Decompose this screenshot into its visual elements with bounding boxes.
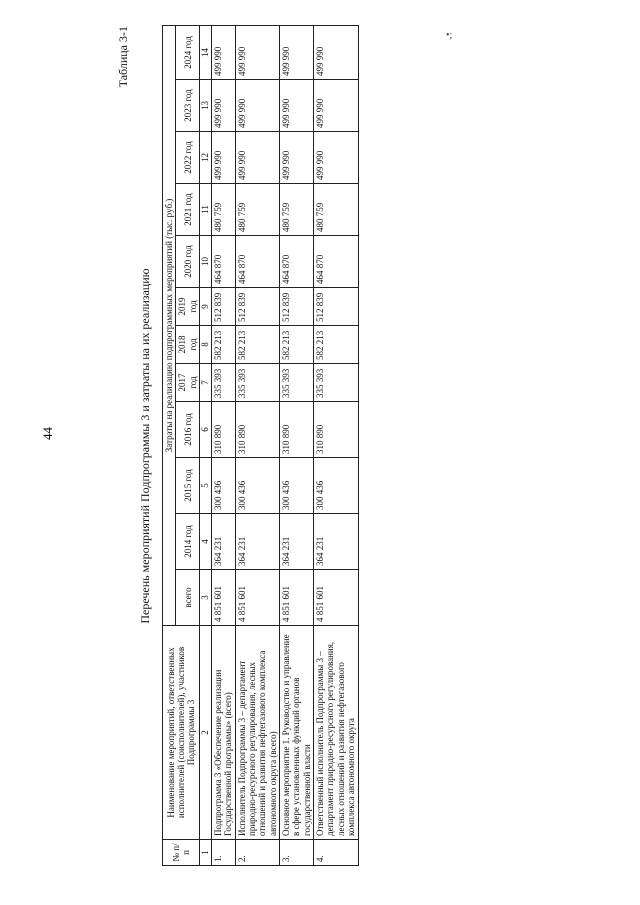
- column-index: 7: [200, 364, 212, 402]
- row-value: 582 213: [212, 326, 236, 364]
- header-year: 2016 год: [176, 402, 200, 458]
- table-row: [212, 25, 236, 865]
- row-name: Основное мероприятие 1. Руководство и управление в сфере установленных функций органов государственной власти: [280, 626, 314, 840]
- document-title: Перечень мероприятий Подпрограммы 3 и затраты на их реализацию: [138, 268, 152, 624]
- row-value: 300 436: [212, 458, 236, 514]
- row-value: 499 990: [314, 132, 358, 184]
- table-row: [235, 25, 279, 865]
- row-value: 464 870: [212, 236, 236, 288]
- row-value: 335 393: [212, 364, 236, 402]
- row-value: 582 213: [280, 326, 314, 364]
- column-index: 10: [200, 236, 212, 288]
- row-value: 499 990: [314, 25, 358, 79]
- header-name: Наименование мероприятий, ответственных исполнителей (соисполнителей), участников Подпрограммы 3: [163, 626, 200, 840]
- column-index: 3: [200, 570, 212, 626]
- column-index: 14: [200, 25, 212, 79]
- header-row-group: [163, 25, 176, 865]
- column-index: 12: [200, 132, 212, 184]
- row-value: 335 393: [235, 364, 279, 402]
- row-value: 499 990: [235, 80, 279, 132]
- row-value: 512 839: [280, 288, 314, 326]
- row-value: 499 990: [212, 25, 236, 79]
- header-year: 2019 год: [176, 288, 200, 326]
- column-index: 11: [200, 184, 212, 236]
- column-index-row: [200, 25, 212, 865]
- row-value: 499 990: [280, 132, 314, 184]
- header-num: № п/п: [163, 840, 200, 866]
- row-number: 2.: [235, 840, 279, 866]
- column-index: 8: [200, 326, 212, 364]
- row-value: 364 231: [280, 514, 314, 570]
- row-value: 300 436: [235, 458, 279, 514]
- row-value: 4 851 601: [212, 570, 236, 626]
- header-year: 2021 год: [176, 184, 200, 236]
- column-index: 4: [200, 514, 212, 570]
- table-row: [314, 25, 358, 865]
- header-expense-group: Затраты на реализацию подпрограммных мероприятий (тыс. руб.): [163, 25, 176, 625]
- column-index: 9: [200, 288, 212, 326]
- column-index: 5: [200, 458, 212, 514]
- row-value: 499 990: [212, 132, 236, 184]
- row-value: 310 890: [235, 402, 279, 458]
- header-year: всего: [176, 570, 200, 626]
- row-value: 364 231: [212, 514, 236, 570]
- row-value: 499 990: [280, 25, 314, 79]
- row-value: 364 231: [235, 514, 279, 570]
- row-value: 4 851 601: [235, 570, 279, 626]
- column-index: 13: [200, 80, 212, 132]
- row-number: 3.: [280, 840, 314, 866]
- row-value: 310 890: [280, 402, 314, 458]
- row-value: 582 213: [314, 326, 358, 364]
- header-year: 2015 год: [176, 458, 200, 514]
- column-index: 6: [200, 402, 212, 458]
- row-number: 4.: [314, 840, 358, 866]
- row-value: 499 990: [314, 80, 358, 132]
- row-value: 310 890: [212, 402, 236, 458]
- row-value: 499 990: [235, 25, 279, 79]
- header-year: 2024 год: [176, 25, 200, 79]
- row-value: 335 393: [314, 364, 358, 402]
- row-value: 499 990: [212, 80, 236, 132]
- rotated-page-content: [110, 26, 359, 866]
- row-value: 512 839: [314, 288, 358, 326]
- table-label: Таблица 3-1: [116, 26, 130, 88]
- expenses-table: [162, 25, 359, 866]
- row-value: 480 759: [212, 184, 236, 236]
- column-index: 1: [200, 840, 212, 866]
- row-value: 480 759: [235, 184, 279, 236]
- row-value: 582 213: [235, 326, 279, 364]
- row-value: 512 839: [212, 288, 236, 326]
- row-value: 512 839: [235, 288, 279, 326]
- row-value: 499 990: [235, 132, 279, 184]
- row-value: 480 759: [314, 184, 358, 236]
- table-row: [280, 25, 314, 865]
- row-value: 310 890: [314, 402, 358, 458]
- header-year: 2017 год: [176, 364, 200, 402]
- row-value: 464 870: [314, 236, 358, 288]
- row-value: 364 231: [314, 514, 358, 570]
- page-number: 44: [40, 427, 55, 440]
- column-index: 2: [200, 626, 212, 840]
- header-year: 2018 год: [176, 326, 200, 364]
- row-name: Исполнитель Подпрограммы 3 – департамент природно-ресурсного регулирования, лесных отношений и развития нефтегазового комплекса автономного округа (всего): [235, 626, 279, 840]
- row-number: 1.: [212, 840, 236, 866]
- row-value: 480 759: [280, 184, 314, 236]
- row-value: 4 851 601: [280, 570, 314, 626]
- header-year: 2020 год: [176, 236, 200, 288]
- row-name: Ответственный исполнитель Подпрограммы 3 – департамент природно-ресурсного регулирования, лесных отношений и развития нефтегазового комплекса автономного округа: [314, 626, 358, 840]
- row-value: 300 436: [280, 458, 314, 514]
- header-year: 2022 год: [176, 132, 200, 184]
- row-value: 464 870: [280, 236, 314, 288]
- row-value: 300 436: [314, 458, 358, 514]
- row-value: 464 870: [235, 236, 279, 288]
- header-year: 2023 год: [176, 80, 200, 132]
- header-year: 2014 год: [176, 514, 200, 570]
- row-value: 335 393: [280, 364, 314, 402]
- row-value: 4 851 601: [314, 570, 358, 626]
- table-header-area: [110, 26, 162, 866]
- row-name: Подпрограмма 3 «Обеспечение реализации Государственной программы» (всего): [212, 626, 236, 840]
- scan-speck: •;: [446, 30, 453, 41]
- row-value: 499 990: [280, 80, 314, 132]
